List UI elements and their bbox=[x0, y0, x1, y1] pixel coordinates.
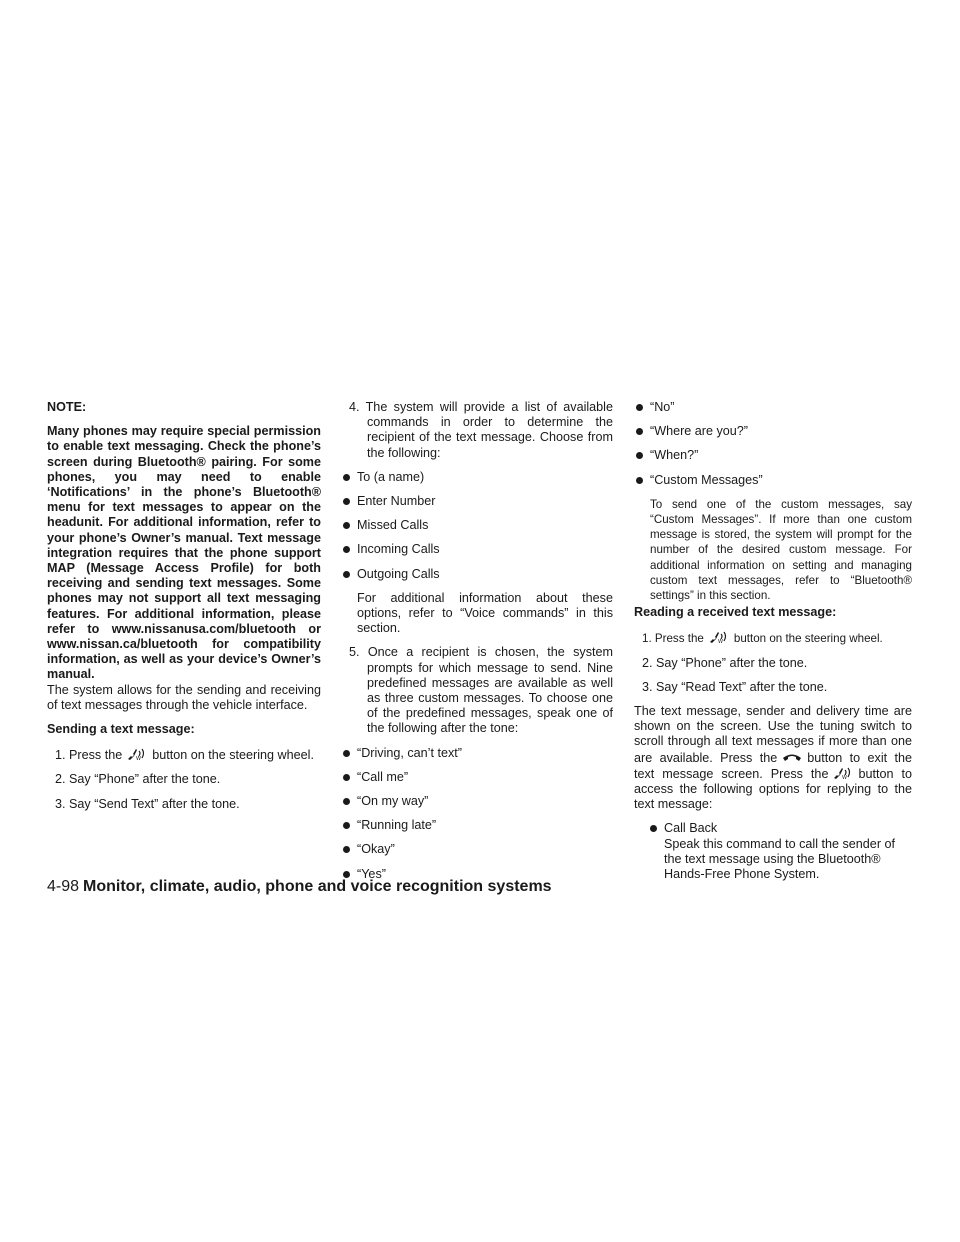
column-1 bbox=[47, 400, 321, 821]
bullet-icon bbox=[636, 477, 643, 484]
list-item: Enter Number bbox=[341, 494, 613, 509]
reading-description: The text message, sender and delivery time are shown on the screen. Use the tuning switch to scroll through all text messages if more than one are available. Press the button to exit the text message screen. Press the W button to access the following options for replying to the text message: bbox=[634, 704, 913, 812]
phone-talk-icon bbox=[125, 747, 149, 761]
bullet-icon bbox=[636, 404, 643, 411]
phone-talk-icon bbox=[831, 766, 855, 780]
phone-hangup-icon bbox=[780, 750, 804, 764]
sending-step-1-num: 1. bbox=[55, 748, 66, 763]
bullet-icon bbox=[343, 474, 350, 481]
reading-step-1-a: 1. Press the bbox=[642, 632, 704, 646]
reading-step-1-b: button on the steering wheel. bbox=[733, 632, 883, 646]
list-item: “No” bbox=[634, 400, 912, 415]
sending-heading: Sending a text message: bbox=[47, 722, 195, 737]
list-item: “Custom Messages” bbox=[634, 473, 912, 488]
bullet-icon bbox=[636, 452, 643, 459]
page-number: 4-98 bbox=[47, 878, 80, 895]
bullet-icon bbox=[343, 522, 350, 529]
list-item: To (a name) bbox=[341, 470, 613, 485]
note-body: Many phones may require special permission to enable text messaging. Check the phone’s screen during Bluetooth® pairing. For some phones, you may need to enable ‘Notifications’ in the phone’s Bluetooth® menu for text messages to appear on the headunit. For additional information, refer to your phone’s Owner’s manual. Text message integration requires that the phone support MAP (Message Access Profile) for both receiving and sending text messages. Some phones may not support all text messaging features. For additional information, please refer to www.nissanusa.com/bluetooth or www.nissan.ca/bluetooth for compatibility information, as well as your device’s Owner’s manual. bbox=[47, 424, 321, 682]
svg-text:W: W bbox=[717, 639, 723, 645]
recipients-note: For additional information about these options, refer to “Voice commands” in this section. bbox=[357, 590, 613, 636]
sending-step-1-a: Press the bbox=[69, 748, 123, 763]
bullet-icon bbox=[343, 846, 350, 853]
bullet-icon bbox=[343, 822, 350, 829]
bullet-icon bbox=[343, 798, 350, 805]
reading-step-2: 2. Say “Phone” after the tone. bbox=[642, 655, 808, 670]
sending-step-2: 2. Say “Phone” after the tone. bbox=[55, 772, 221, 787]
sending-step-5: 5. Once a recipient is chosen, the system prompts for which message to send. Nine predefined messages are available as well as three custom messages. To choose one of the predefined messages, speak one of the following after the tone: bbox=[349, 645, 613, 736]
phone-talk-icon bbox=[707, 630, 731, 644]
page-footer bbox=[47, 877, 907, 897]
custom-messages-note: To send one of the custom messages, say “Custom Messages”. If more than one custom message is stored, the system will prompt for the number of the desired custom message. For additional information on setting and managing custom text messages, refer to “Bluetooth® settings” in this section. bbox=[650, 497, 912, 603]
list-item: Incoming Calls bbox=[341, 542, 613, 557]
reading-step-3: 3. Say “Read Text” after the tone. bbox=[642, 679, 828, 694]
list-item: “On my way” bbox=[341, 794, 613, 809]
bullet-icon bbox=[636, 428, 643, 435]
reading-step-1 bbox=[634, 630, 912, 646]
section-title: Monitor, climate, audio, phone and voice recognition systems bbox=[83, 878, 552, 895]
list-item: “When?” bbox=[634, 448, 912, 463]
bullet-icon bbox=[343, 750, 350, 757]
option-description: Speak this command to call the sender of the text message using the Bluetooth® Hands-Free Phone System. bbox=[664, 836, 896, 882]
reading-heading: Reading a received text message: bbox=[634, 605, 837, 620]
sending-step-3: 3. Say “Send Text” after the tone. bbox=[55, 796, 240, 811]
list-item: “Driving, can’t text” bbox=[341, 746, 613, 761]
svg-text:W: W bbox=[842, 774, 848, 780]
column-3 bbox=[634, 400, 912, 882]
sending-step-4: 4. The system will provide a list of available commands in order to determine the recipient of the text message. Choose from the following: bbox=[349, 400, 613, 460]
list-item bbox=[634, 821, 912, 836]
intro-text: The system allows for the sending and receiving of text messages through the vehicle interface. bbox=[47, 682, 321, 712]
list-item: “Call me” bbox=[341, 770, 613, 785]
list-item: “Where are you?” bbox=[634, 424, 912, 439]
list-item: Missed Calls bbox=[341, 518, 613, 533]
bullet-icon bbox=[343, 774, 350, 781]
option-title: Call Back bbox=[664, 821, 718, 836]
bullet-icon bbox=[650, 825, 657, 832]
bullet-icon bbox=[343, 546, 350, 553]
list-item: “Running late” bbox=[341, 818, 613, 833]
list-item: “Yes” bbox=[341, 867, 613, 882]
list-item: Outgoing Calls bbox=[341, 567, 613, 582]
note-title: NOTE: bbox=[47, 400, 87, 414]
list-item: “Okay” bbox=[341, 842, 613, 857]
sending-step-1 bbox=[47, 747, 321, 763]
column-2 bbox=[341, 400, 613, 891]
svg-text:W: W bbox=[136, 756, 142, 762]
sending-step-1-b: button on the steering wheel. bbox=[152, 748, 314, 763]
bullet-icon bbox=[343, 498, 350, 505]
bullet-icon bbox=[343, 571, 350, 578]
